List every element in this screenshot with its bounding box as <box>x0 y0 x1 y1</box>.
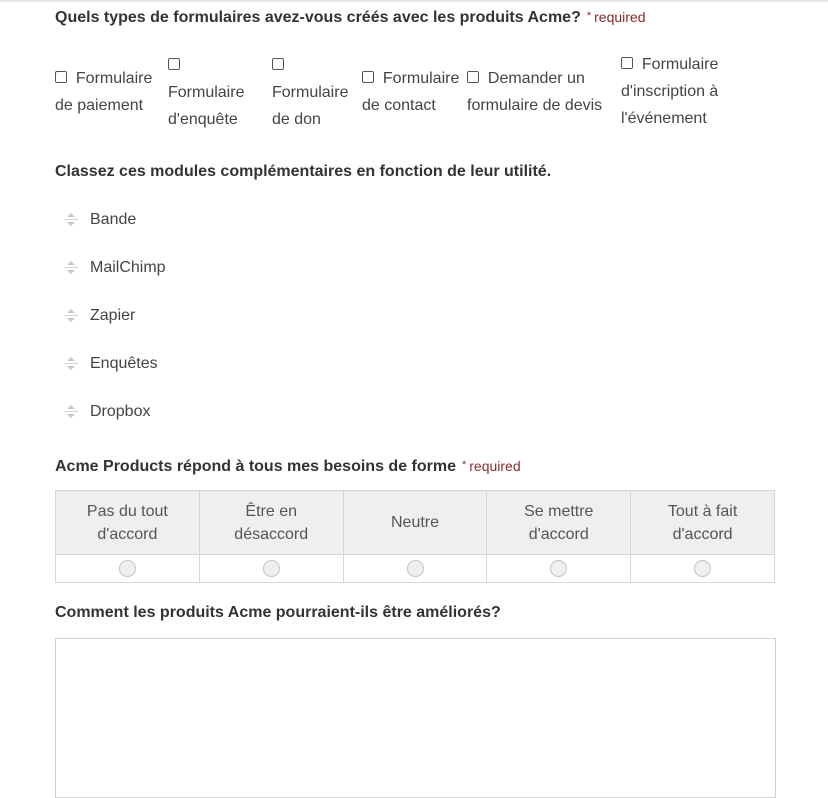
top-divider <box>0 0 828 2</box>
drag-handle-icon[interactable] <box>64 402 78 422</box>
checkbox-icon[interactable] <box>55 71 67 83</box>
drag-handle-icon[interactable] <box>64 354 78 374</box>
question-form-types-title: Quels types de formulaires avez-vous créés avec les produits Acme? * required <box>55 9 646 26</box>
checkbox-icon[interactable] <box>272 58 284 70</box>
improvement-textarea[interactable] <box>55 638 776 798</box>
likert-scale-table <box>55 490 775 583</box>
likert-radio-row <box>56 555 775 583</box>
radio-agree[interactable] <box>550 560 567 577</box>
radio-disagree[interactable] <box>263 560 280 577</box>
checkbox-icon[interactable] <box>362 71 374 83</box>
likert-col-neutral: Neutre <box>343 491 487 555</box>
checkbox-icon[interactable] <box>621 57 633 69</box>
checkbox-donation-form[interactable]: Formulaire de don <box>272 52 348 133</box>
likert-col-disagree: Être en désaccord <box>199 491 343 555</box>
likert-col-strongly-disagree: Pas du tout d'accord <box>56 491 200 555</box>
required-indicator: * required <box>461 458 521 474</box>
drag-handle-icon[interactable] <box>64 210 78 230</box>
rank-item-bande[interactable]: Bande <box>64 209 136 231</box>
likert-header-row <box>56 491 775 555</box>
required-indicator: * required <box>586 9 646 25</box>
question-likert-title: Acme Products répond à tous mes besoins de forme * required <box>55 458 521 475</box>
rank-item-mailchimp[interactable]: MailChimp <box>64 257 166 279</box>
likert-col-agree: Se mettre d'accord <box>487 491 631 555</box>
likert-col-strongly-agree: Tout à fait d'accord <box>631 491 775 555</box>
drag-handle-icon[interactable] <box>64 258 78 278</box>
radio-strongly-disagree[interactable] <box>119 560 136 577</box>
checkbox-icon[interactable] <box>467 71 479 83</box>
checkbox-icon[interactable] <box>168 58 180 70</box>
checkbox-contact-form[interactable]: Formulaire de contact <box>362 70 460 114</box>
checkbox-payment-form[interactable]: Formulaire de paiement <box>55 70 153 114</box>
question-ranking-title: Classez ces modules complémentaires en fonction de leur utilité. <box>55 163 552 180</box>
radio-strongly-agree[interactable] <box>694 560 711 577</box>
checkbox-event-registration-form[interactable]: Formulaire d'inscription à l'événement <box>621 56 719 127</box>
radio-neutral[interactable] <box>407 560 424 577</box>
rank-item-zapier[interactable]: Zapier <box>64 305 135 327</box>
checkbox-quote-form[interactable]: Demander un formulaire de devis <box>467 70 603 114</box>
rank-item-enquetes[interactable]: Enquêtes <box>64 353 158 375</box>
rank-item-dropbox[interactable]: Dropbox <box>64 401 150 423</box>
question-improve-title: Comment les produits Acme pourraient-ils être améliorés? <box>55 604 501 621</box>
checkbox-survey-form[interactable]: Formulaire d'enquête <box>168 52 244 133</box>
drag-handle-icon[interactable] <box>64 306 78 326</box>
